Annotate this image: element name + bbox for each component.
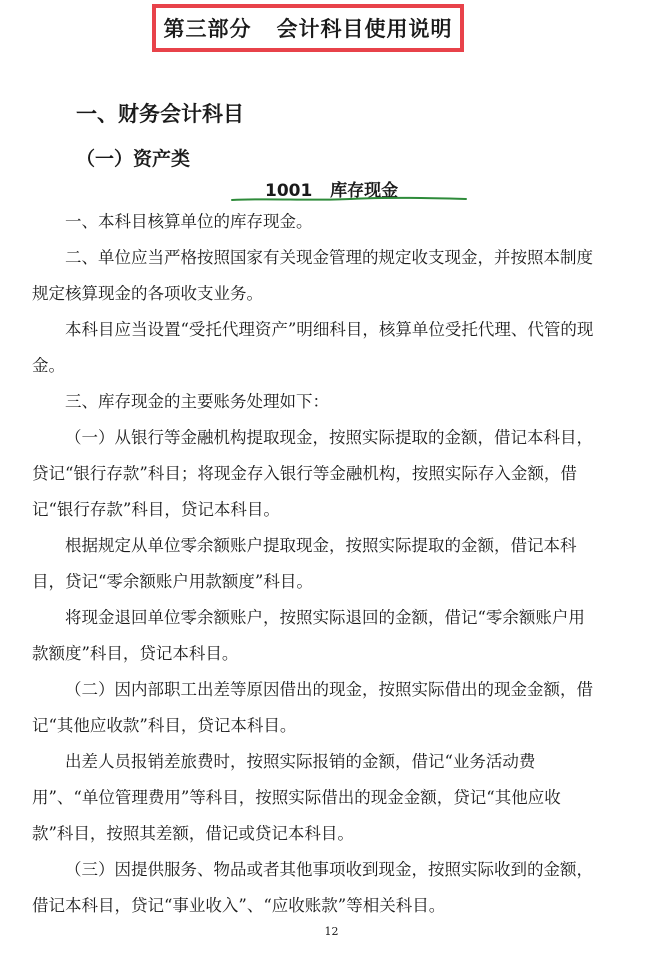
section-heading: 一、财务会计科目 — [76, 102, 244, 126]
paragraph-10: （三）因提供服务、物品或者其他事项收到现金，按照实际收到的金额，借记本科目，贷记“事业收入”、“应收账款”等相关科目。 — [32, 860, 593, 915]
paragraph-8: （二）因内部职工出差等原因借出的现金，按照实际借出的现金金额，借记“其他应收款”科目，贷记本科目。 — [32, 680, 593, 735]
subsection-heading: （一）资产类 — [76, 148, 191, 170]
paragraph-9: 出差人员报销差旅费时，按照实际报销的金额，借记“业务活动费用”、“单位管理费用”等科目，按照实际借出的现金金额，贷记“其他应收款”科目，按照其差额，借记或贷记本科目。 — [32, 752, 561, 843]
paragraph-7: 将现金退回单位零余额账户，按照实际退回的金额，借记“零余额账户用款额度”科目，贷记本科目。 — [32, 608, 585, 663]
account-title: 1001 库存现金 — [265, 181, 399, 201]
paragraph-4: 三、库存现金的主要账务处理如下： — [65, 392, 329, 411]
paragraph-5: （一）从银行等金融机构提取现金，按照实际提取的金额，借记本科目，贷记“银行存款”科目；将现金存入银行等金融机构，按照实际存入金额，借记“银行存款”科目，贷记本科目。 — [32, 428, 593, 519]
paragraph-6: 根据规定从单位零余额账户提取现金，按照实际提取的金额，借记本科目，贷记“零余额账户用款额度”科目。 — [32, 536, 577, 591]
paragraph-2: 二、单位应当严格按照国家有关现金管理的规定收支现金，并按照本制度规定核算现金的各项收支业务。 — [32, 248, 593, 303]
part-title-box — [152, 4, 464, 52]
part-title: 第三部分 会计科目使用说明 — [163, 17, 453, 41]
paragraph-3: 本科目应当设置“受托代理资产”明细科目，核算单位受托代理、代管的现金。 — [32, 320, 594, 375]
page-number: 12 — [324, 925, 339, 938]
paragraph-1: 一、本科目核算单位的库存现金。 — [65, 212, 313, 231]
